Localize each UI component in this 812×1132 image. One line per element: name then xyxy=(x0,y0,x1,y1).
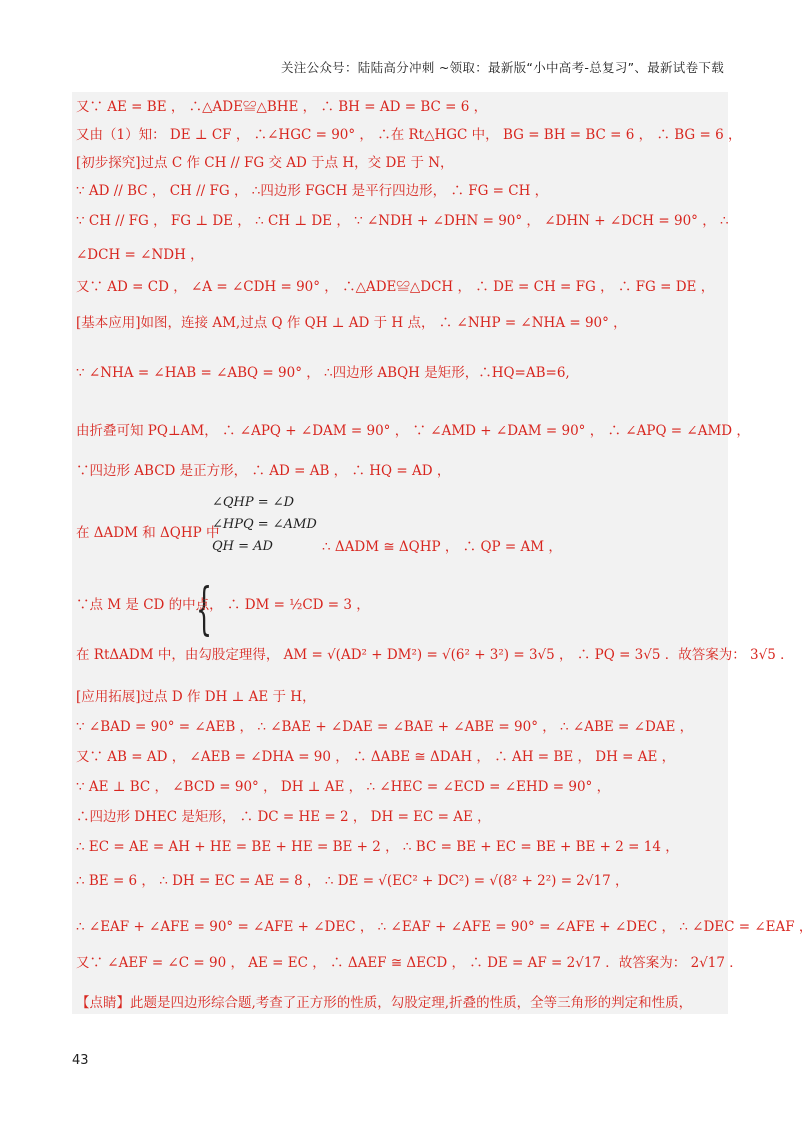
text-line: ∵点 M 是 CD 的中点， ∴ DM = ½CD = 3 ， xyxy=(76,597,370,613)
equation-system xyxy=(212,492,317,558)
solution-content xyxy=(72,92,812,1014)
text-line: ∴ ΔADM ≅ ΔQHP ， ∴ QP = AM ， xyxy=(322,539,562,555)
text-line: [应用拓展]过点 D 作 DH ⊥ AE 于 H， xyxy=(76,689,316,705)
text-line: 又∵ ∠AEF = ∠C = 90 ， AE = EC ， ∴ ΔAEF ≅ ΔECD ， ∴ DE = AF = 2√17 ．故答案为： 2√17 ． xyxy=(76,955,743,971)
text-line: 又∵ AD = CD ， ∠A = ∠CDH = 90° ， ∴△ADE≌△DCH ， ∴ DE = CH = FG ， ∴ FG = DE ， xyxy=(76,279,715,295)
text-line: ∵四边形 ABCD 是正方形， ∴ AD = AB ， ∴ HQ = AD ， xyxy=(76,463,451,479)
text-line: 又∵ AB = AD ， ∠AEB = ∠DHA = 90 ， ∴ ΔABE ≅ ΔDAH ， ∴ AH = BE ， DH = AE ， xyxy=(76,749,676,765)
text-line: 在 RtΔADM 中，由勾股定理得， AM = √(AD² + DM²) = √(6² + 3²) = 3√5 ， ∴ PQ = 3√5 ．故答案为： 3√5 ． xyxy=(76,647,794,663)
text-line: ∴ ∠EAF + ∠AFE = 90° = ∠AFE + ∠DEC ， ∴ ∠EAF + ∠AFE = 90° = ∠AFE + ∠DEC ， ∴ ∠DEC = ∠EAF ， xyxy=(76,919,812,935)
text-line: ∵ AD // BC ， CH // FG ， ∴四边形 FGCH 是平行四边形， ∴ FG = CH ， xyxy=(76,183,549,199)
text-line: 又由（1）知： DE ⊥ CF ， ∴∠HGC = 90° ， ∴在 Rt△HGC 中， BG = BH = BC = 6 ， ∴ BG = 6 ， xyxy=(76,127,742,143)
text-line: ∴四边形 DHEC 是矩形， ∴ DC = HE = 2 ， DH = EC = AE ， xyxy=(76,809,491,825)
system-eq-3: QH = AD xyxy=(212,539,273,554)
page-header: 关注公众号：陆陆高分冲刺 ~领取：最新版“小中高考-总复习”、最新试卷下载 xyxy=(280,60,724,75)
text-line: [初步探究]过点 C 作 CH // FG 交 AD 于点 H，交 DE 于 N， xyxy=(76,155,454,171)
system-eq-1: ∠QHP = ∠D xyxy=(212,495,295,510)
system-brace: { xyxy=(196,577,213,642)
text-line: ∠DCH = ∠NDH ， xyxy=(76,247,204,263)
text-line: ∵ ∠NHA = ∠HAB = ∠ABQ = 90° ， ∴四边形 ABQH 是矩形，∴HQ=AB=6, xyxy=(76,365,570,381)
text-line: ∴ BE = 6 ， ∴ DH = EC = AE = 8 ， ∴ DE = √(EC² + DC²) = √(8² + 2²) = 2√17 ， xyxy=(76,873,629,889)
text-line: ∴ EC = AE = AH + HE = BE + HE = BE + 2 ， ∴ BC = BE + EC = BE + BE + 2 = 14 ， xyxy=(76,839,679,855)
text-line: [基本应用]如图，连接 AM,过点 Q 作 QH ⊥ AD 于 H 点， ∴ ∠NHP = ∠NHA = 90° ， xyxy=(76,315,627,331)
text-line: ∵ CH // FG ， FG ⊥ DE ， ∴ CH ⊥ DE ， ∵ ∠NDH + ∠DHN = 90° ， ∠DHN + ∠DCH = 90° ， ∴ xyxy=(76,213,729,229)
text-line: 【点睛】此题是四边形综合题,考查了正方形的性质，勾股定理,折叠的性质，全等三角形的判定和性质， xyxy=(76,995,693,1011)
text-line: 在 ΔADM 和 ΔQHP 中 xyxy=(76,525,220,541)
text-line: 由折叠可知 PQ⊥AM， ∴ ∠APQ + ∠DAM = 90° ， ∵ ∠AMD + ∠DAM = 90° ， ∴ ∠APQ = ∠AMD ， xyxy=(76,423,750,439)
page-number: 43 xyxy=(72,1053,89,1068)
system-eq-2: ∠HPQ = ∠AMD xyxy=(212,517,317,532)
text-line: ∵ AE ⊥ BC ， ∠BCD = 90° ， DH ⊥ AE ， ∴ ∠HEC = ∠ECD = ∠EHD = 90° ， xyxy=(76,779,611,795)
text-line: ∵ ∠BAD = 90° = ∠AEB ， ∴ ∠BAE + ∠DAE = ∠BAE + ∠ABE = 90° ， ∴ ∠ABE = ∠DAE ， xyxy=(76,719,694,735)
text-line: 又∵ AE = BE ， ∴△ADE≌△BHE ， ∴ BH = AD = BC = 6 ， xyxy=(76,99,488,115)
